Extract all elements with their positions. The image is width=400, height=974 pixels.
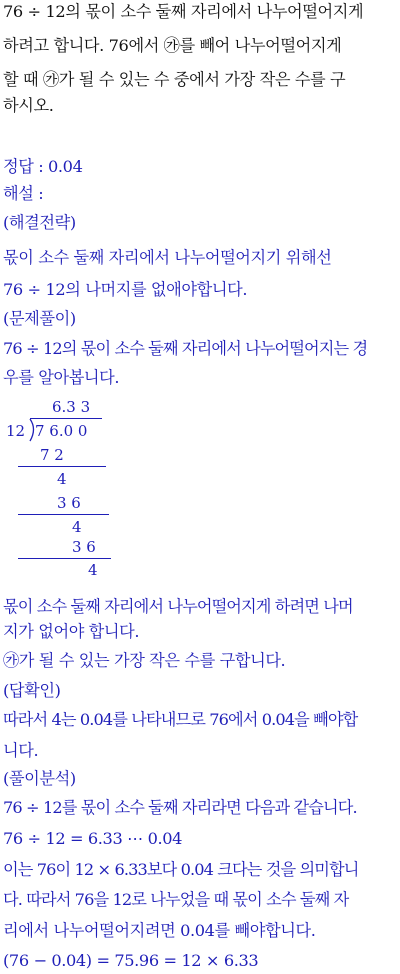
after-line-2: 지가 없어야 합니다. bbox=[3, 622, 140, 641]
step2-product: 3 6 bbox=[57, 494, 81, 512]
step1-product: 7 2 bbox=[40, 446, 64, 464]
explanation-label: 해설 : bbox=[3, 184, 44, 203]
question-line-1: 76 ÷ 12의 몫이 소수 둘째 자리에서 나누어떨어지게 bbox=[3, 2, 364, 21]
check-heading: (답확인) bbox=[3, 681, 61, 700]
solving-line-1: 76 ÷ 12의 몫이 소수 둘째 자리에서 나누어떨어지는 경 bbox=[3, 339, 368, 358]
step2-remainder: 4 bbox=[72, 518, 82, 536]
step1-remainder: 4 bbox=[57, 470, 67, 488]
analysis-line-1: 76 ÷ 12를 몫이 소수 둘째 자리라면 다음과 같습니다. bbox=[3, 798, 357, 817]
question-line-3: 할 때 ㉮가 될 수 있는 수 중에서 가장 작은 수를 구 bbox=[3, 70, 346, 89]
analysis-line-4: 다. 따라서 76을 12로 나누었을 때 몫이 소수 둘째 자 bbox=[3, 890, 349, 909]
strategy-heading: (해결전략) bbox=[3, 213, 76, 232]
check-line-2: 니다. bbox=[3, 741, 39, 760]
question-line-4: 하시오. bbox=[3, 96, 54, 115]
analysis-line-5: 리에서 나누어떨어지려면 0.04를 빼야합니다. bbox=[3, 921, 316, 940]
quotient: 6.3 3 bbox=[52, 398, 91, 416]
strategy-line-1: 몫이 소수 둘째 자리에서 나누어떨어지기 위해선 bbox=[3, 248, 332, 267]
after-line-3: ㉮가 될 수 있는 가장 작은 수를 구합니다. bbox=[3, 651, 286, 670]
dividend: 7 6.0 0 bbox=[35, 422, 88, 440]
answer-label: 정답 : 0.04 bbox=[3, 157, 83, 176]
after-line-1: 몫이 소수 둘째 자리에서 나누어떨어지게 하려면 나머 bbox=[3, 597, 353, 616]
step3-product: 3 6 bbox=[72, 538, 96, 556]
analysis-heading: (풀이분석) bbox=[3, 769, 76, 788]
question-line-2: 하려고 합니다. 76에서 ㉮를 빼어 나누어떨어지게 bbox=[3, 36, 342, 55]
analysis-line-3: 이는 76이 12 × 6.33보다 0.04 크다는 것을 의미합니 bbox=[3, 860, 359, 879]
step3-remainder: 4 bbox=[88, 561, 98, 579]
strategy-line-2: 76 ÷ 12의 나머지를 없애야합니다. bbox=[3, 280, 248, 299]
solving-heading: (문제풀이) bbox=[3, 309, 76, 328]
check-line-1: 따라서 4는 0.04를 나타내므로 76에서 0.04을 빼야합 bbox=[3, 710, 358, 729]
divisor: 12 bbox=[6, 422, 26, 440]
analysis-line-6: (76 − 0.04) = 75.96 = 12 × 6.33 bbox=[3, 951, 259, 970]
long-division bbox=[0, 398, 130, 580]
analysis-line-2: 76 ÷ 12 = 6.33 ⋯ 0.04 bbox=[3, 829, 183, 848]
solving-line-2: 우를 알아봅니다. bbox=[3, 368, 120, 387]
